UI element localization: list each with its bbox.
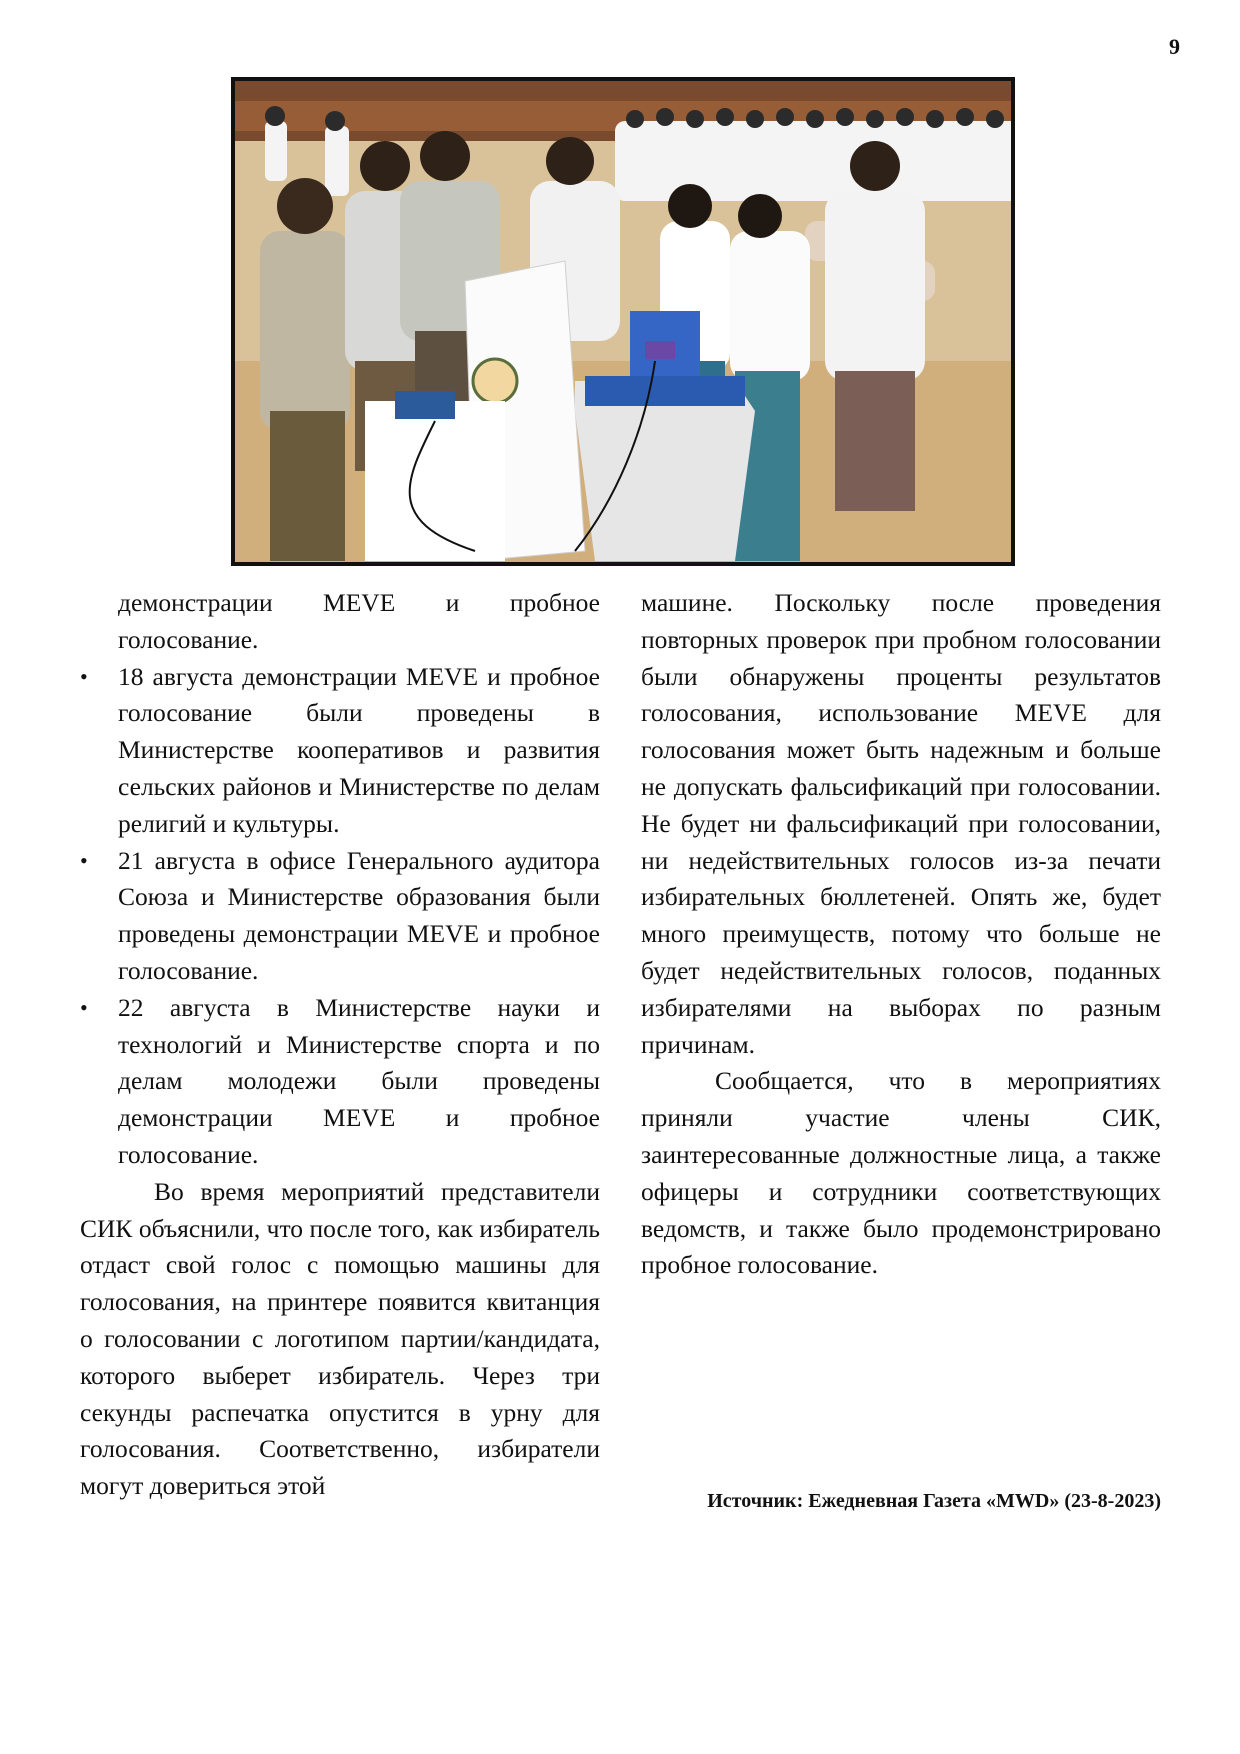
photo-voting-machine-demonstration-icon [235, 81, 1011, 562]
left-continuation: демонстрации MEVE и пробное голосование. [118, 588, 600, 654]
source-citation: Источник: Ежедневная Газета «MWD» (23-8-2023) [707, 1490, 1161, 1512]
right-paragraph-2: Сообщается, что в мероприятиях приняли участие члены СИК, заинтересованные должностные лица, а также офицеры и сотрудники соответствующих ведомств, и также было продемонстрировано пробное голосование. [641, 1066, 1161, 1280]
bullet-item-aug18: • 18 августа демонстрации MEVE и пробное голосование были проведены в Министерстве кооперативов и развития сельских районов и Министерстве по делам религий и культуры. [80, 659, 600, 843]
right-paragraph-1: машине. Поскольку после проведения повторных проверок при пробном голосовании были обнаружены проценты результатов голосования, использование MEVE для голосования может быть надежным и больше не допускать фальсификаций при голосовании. Не будет ни фальсификаций при голосовании, ни недействительных голосов из-за печати избирательных бюллетеней. Опять же, будет много преимуществ, потому что больше не будет недействительных голосов, поданных избирателями на выборах по разным причинам. [641, 588, 1161, 1059]
page-number: 9 [1169, 34, 1180, 59]
event-bullet-list [80, 659, 600, 1174]
bullet-item-aug22: • 22 августа в Министерстве науки и технологий и Министерстве спорта и по делам молодежи были проведены демонстрации MEVE и пробное голосование. [80, 990, 600, 1174]
left-column [80, 585, 600, 1505]
right-column [641, 585, 1161, 1284]
left-paragraph: Во время мероприятий представители СИК объяснили, что после того, как избиратель отдаст свой голос с помощью машины для голосования, на принтере появится квитанция о голосовании с логотипом партии/кандидата, которого выберет избиратель. Через три секунды распечатка опустится в урну для голосования. Соответственно, избиратели могут довериться этой [80, 1176, 600, 1501]
event-photo [231, 77, 1015, 566]
bullet-item-aug21: • 21 августа в офисе Генерального аудитора Союза и Министерстве образования были проведены демонстрации MEVE и пробное голосование. [80, 843, 600, 990]
